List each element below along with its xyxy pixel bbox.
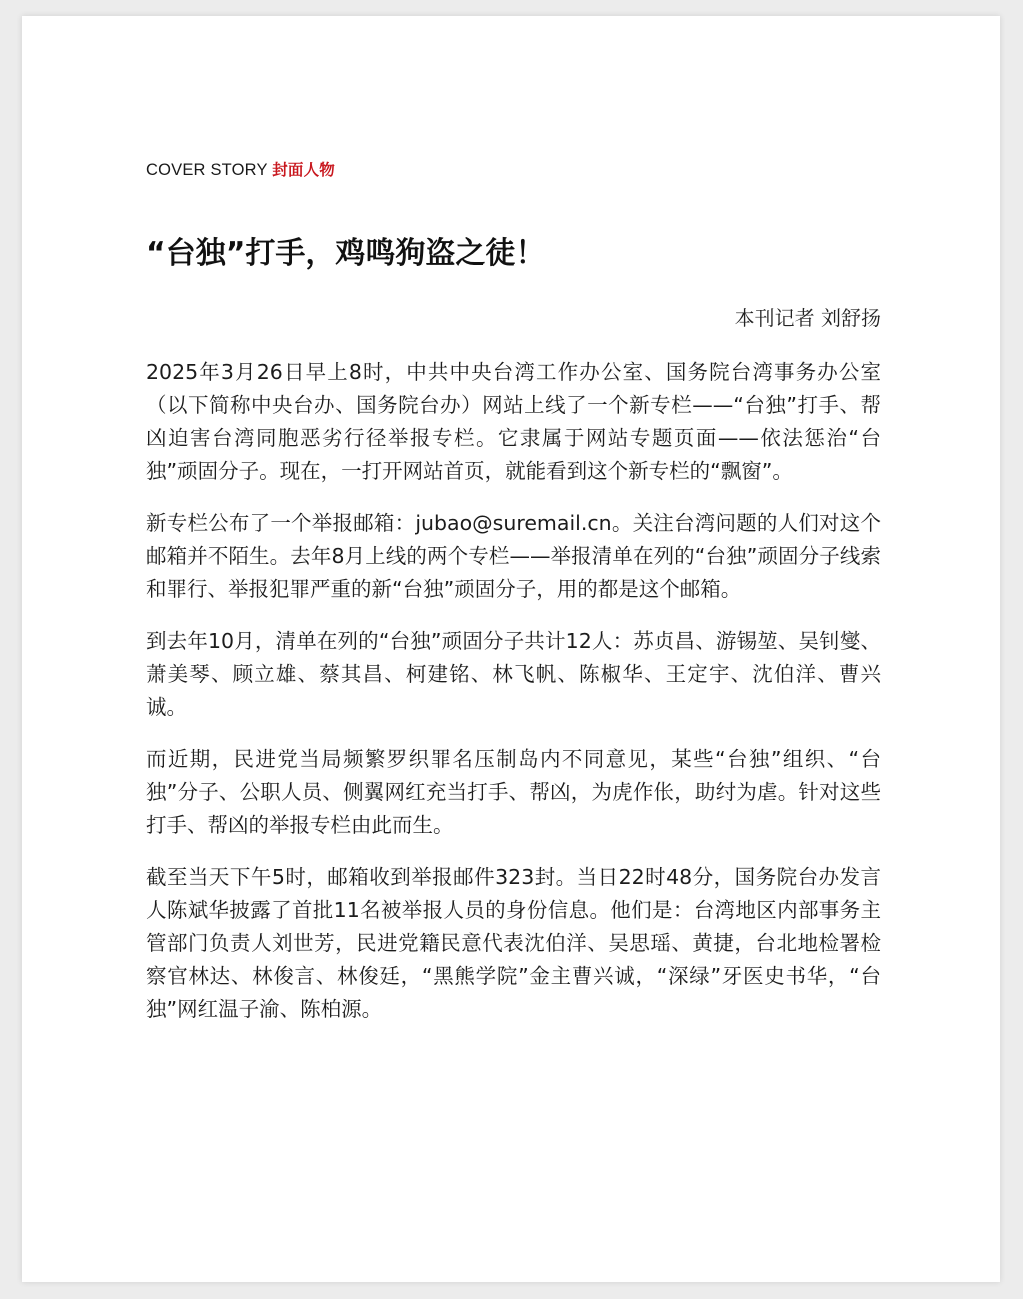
body-paragraph: 新专栏公布了一个举报邮箱：jubao@suremail.cn。关注台湾问题的人们对这个邮箱并不陌生。去年8月上线的两个专栏——举报清单在列的“台独”顽固分子线索和罪行、举报犯罪严重的新“台独”顽固分子，用的都是这个邮箱。 <box>146 511 881 601</box>
article-content <box>146 160 881 1045</box>
article-title: “台独”打手，鸡鸣狗盗之徒！ <box>146 236 546 271</box>
article-body <box>146 356 881 1026</box>
section-kicker <box>146 160 881 180</box>
body-paragraph: 到去年10月，清单在列的“台独”顽固分子共计12人：苏贞昌、游锡堃、吴钊燮、萧美琴、顾立雄、蔡其昌、柯建铭、林飞帆、陈椒华、王定宇、沈伯洋、曹兴诚。 <box>146 629 881 719</box>
body-paragraph: 而近期，民进党当局频繁罗织罪名压制岛内不同意见，某些“台独”组织、“台独”分子、公职人员、侧翼网红充当打手、帮凶，为虎作伥，助纣为虐。针对这些打手、帮凶的举报专栏由此而生。 <box>146 747 881 837</box>
article-byline: 本刊记者 刘舒扬 <box>734 306 881 330</box>
kicker-english: COVER STORY <box>146 161 268 179</box>
body-paragraph: 截至当天下午5时，邮箱收到举报邮件323封。当日22时48分，国务院台办发言人陈斌华披露了首批11名被举报人员的身份信息。他们是：台湾地区内部事务主管部门负责人刘世芳，民进党籍民意代表沈伯洋、吴思瑶、黄捷，台北地检署检察官林达、林俊言、林俊廷，“黑熊学院”金主曹兴诚，“深绿”牙医史书华，“台独”网红温子渝、陈柏源。 <box>146 865 881 1021</box>
magazine-page <box>22 16 1000 1282</box>
body-paragraph: 2025年3月26日早上8时，中共中央台湾工作办公室、国务院台湾事务办公室（以下简称中央台办、国务院台办）网站上线了一个新专栏——“台独”打手、帮凶迫害台湾同胞恶劣行径举报专栏。它隶属于网站专题页面——依法惩治“台独”顽固分子。现在，一打开网站首页，就能看到这个新专栏的“飘窗”。 <box>146 360 881 483</box>
kicker-chinese: 封面人物 <box>272 161 336 179</box>
